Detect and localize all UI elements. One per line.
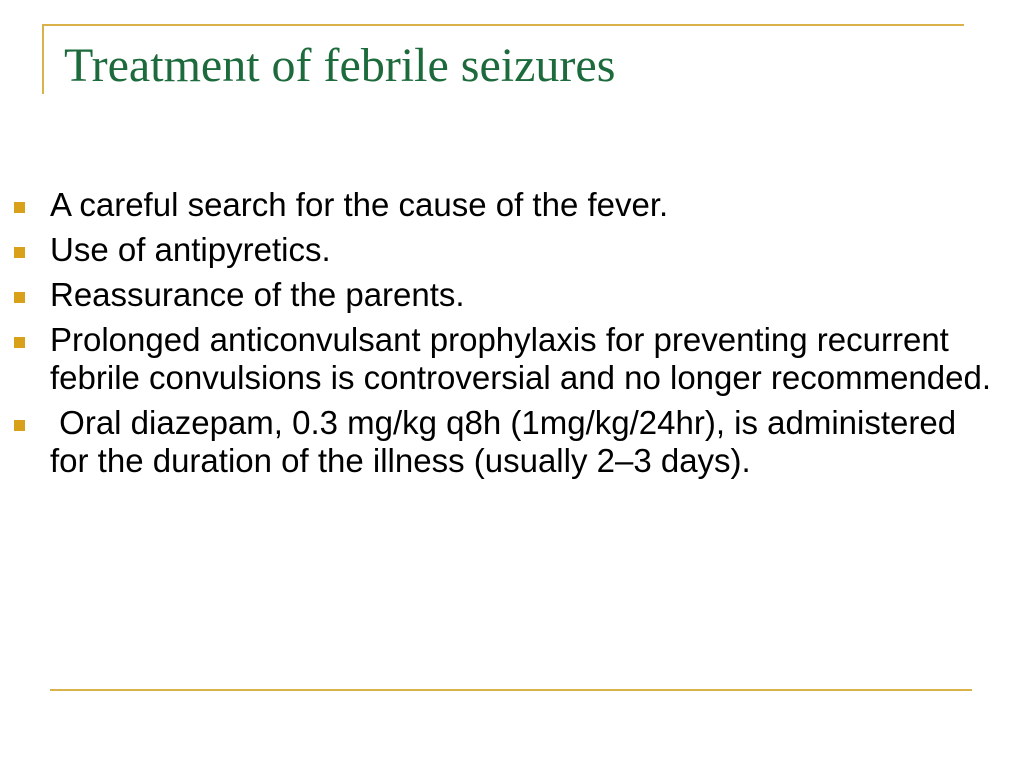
bullet-text: Use of antipyretics. bbox=[50, 231, 331, 268]
left-frame-line bbox=[42, 24, 44, 94]
bottom-frame-line bbox=[50, 689, 972, 691]
bullet-item-prophylaxis bbox=[0, 321, 1000, 397]
bullet-list bbox=[0, 186, 1000, 487]
square-bullet-icon bbox=[14, 202, 25, 213]
square-bullet-icon bbox=[14, 337, 25, 348]
slide-title: Treatment of febrile seizures bbox=[64, 39, 616, 92]
bullet-text: A careful search for the cause of the fever. bbox=[50, 186, 669, 223]
square-bullet-icon bbox=[14, 420, 25, 431]
bullet-item-diazepam bbox=[0, 404, 1000, 480]
bullet-text: Reassurance of the parents. bbox=[50, 276, 465, 313]
bullet-text: Prolonged anticonvulsant prophylaxis for preventing recurrent febrile convulsions is controversial and no longer recommended. bbox=[50, 321, 991, 396]
bullet-item-antipyretics bbox=[0, 231, 1000, 269]
bullet-item-reassurance bbox=[0, 276, 1000, 314]
top-frame-line bbox=[42, 24, 964, 26]
bullet-item-search-cause bbox=[0, 186, 1000, 224]
square-bullet-icon bbox=[14, 247, 25, 258]
bullet-text: Oral diazepam, 0.3 mg/kg q8h (1mg/kg/24hr), is administered for the duration of the illness (usually 2–3 days). bbox=[50, 404, 966, 479]
square-bullet-icon bbox=[14, 292, 25, 303]
